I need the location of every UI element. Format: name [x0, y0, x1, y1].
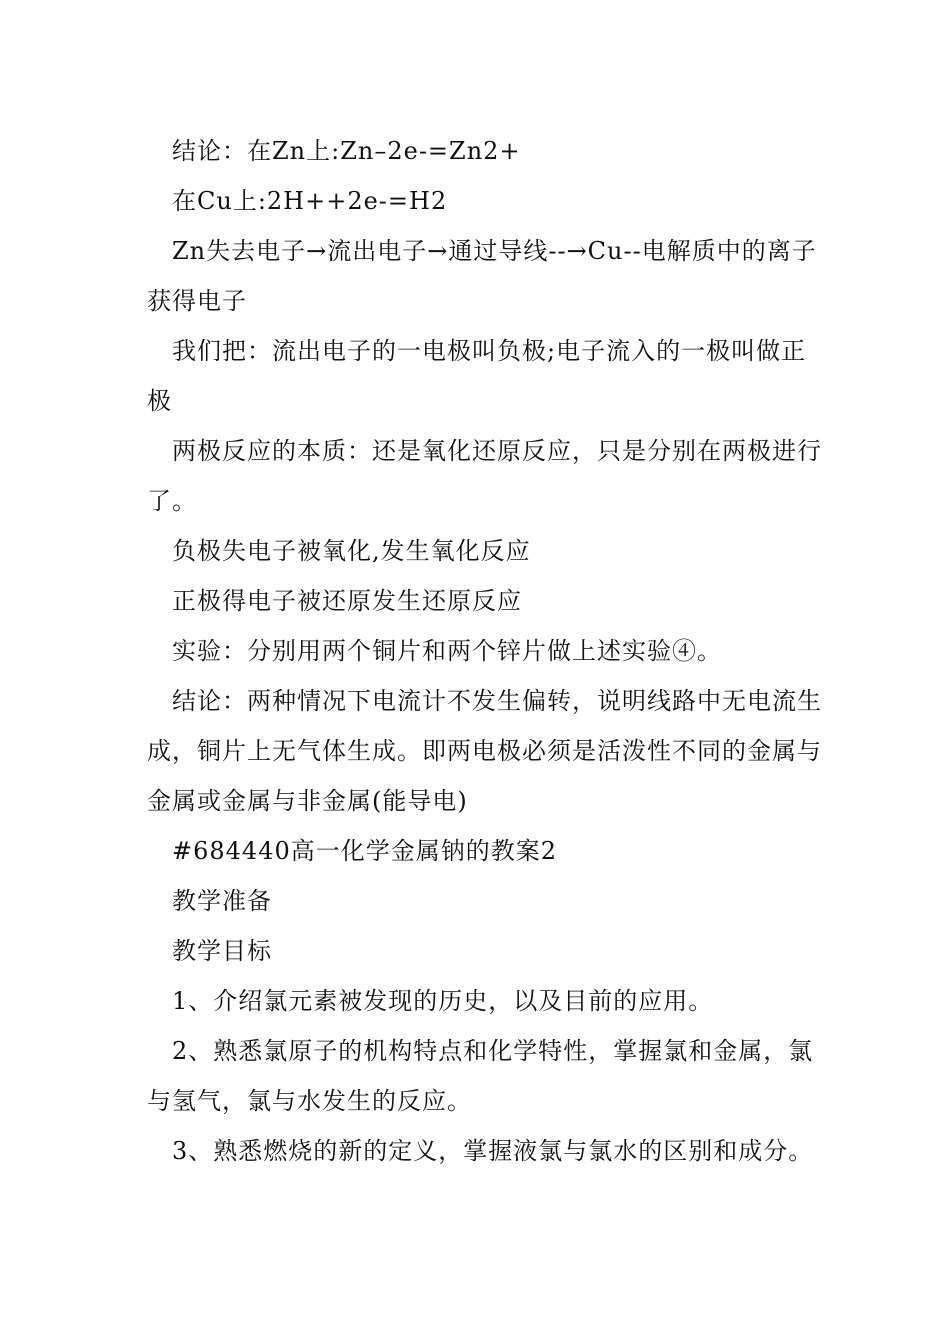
paragraph-reaction-essence: 两极反应的本质：还是氧化还原反应，只是分别在两极进行了。: [147, 437, 822, 515]
list-item-goal-3: 3、熟悉燃烧的新的定义，掌握液氯与氯水的区别和成分。: [172, 1137, 814, 1165]
paragraph-conclusion-current: 结论：两种情况下电流计不发生偏转，说明线路中无电流生成，铜片上无气体生成。即两电极必须是活泼性不同的金属与金属或金属与非金属(能导电): [147, 687, 822, 815]
paragraph-experiment: 实验：分别用两个铜片和两个锌片做上述实验④。: [172, 637, 722, 665]
section-heading: #684440高一化学金属钠的教案2: [172, 837, 557, 865]
paragraph-conclusion-zn: 结论：在Zn上:Zn–2e-=Zn2+: [172, 137, 521, 165]
paragraph-teaching-preparation: 教学准备: [172, 887, 272, 915]
paragraph-electrode-definition: 我们把：流出电子的一电极叫负极;电子流入的一极叫做正极: [147, 337, 807, 415]
paragraph-negative-electrode: 负极失电子被氧化,发生氧化反应: [172, 537, 531, 565]
paragraph-cu-reaction: 在Cu上:2H++2e-=H2: [172, 187, 448, 215]
paragraph-positive-electrode: 正极得电子被还原发生还原反应: [172, 587, 522, 615]
list-item-goal-1: 1、介绍氯元素被发现的历史，以及目前的应用。: [172, 987, 714, 1015]
list-item-goal-2: 2、熟悉氯原子的机构特点和化学特性，掌握氯和金属，氯与氢气，氯与水发生的反应。: [147, 1037, 814, 1115]
document-body: [147, 126, 827, 1176]
paragraph-electron-flow: Zn失去电子→流出电子→通过导线--→Cu--电解质中的离子获得电子: [147, 237, 817, 315]
paragraph-teaching-goals: 教学目标: [172, 937, 272, 965]
